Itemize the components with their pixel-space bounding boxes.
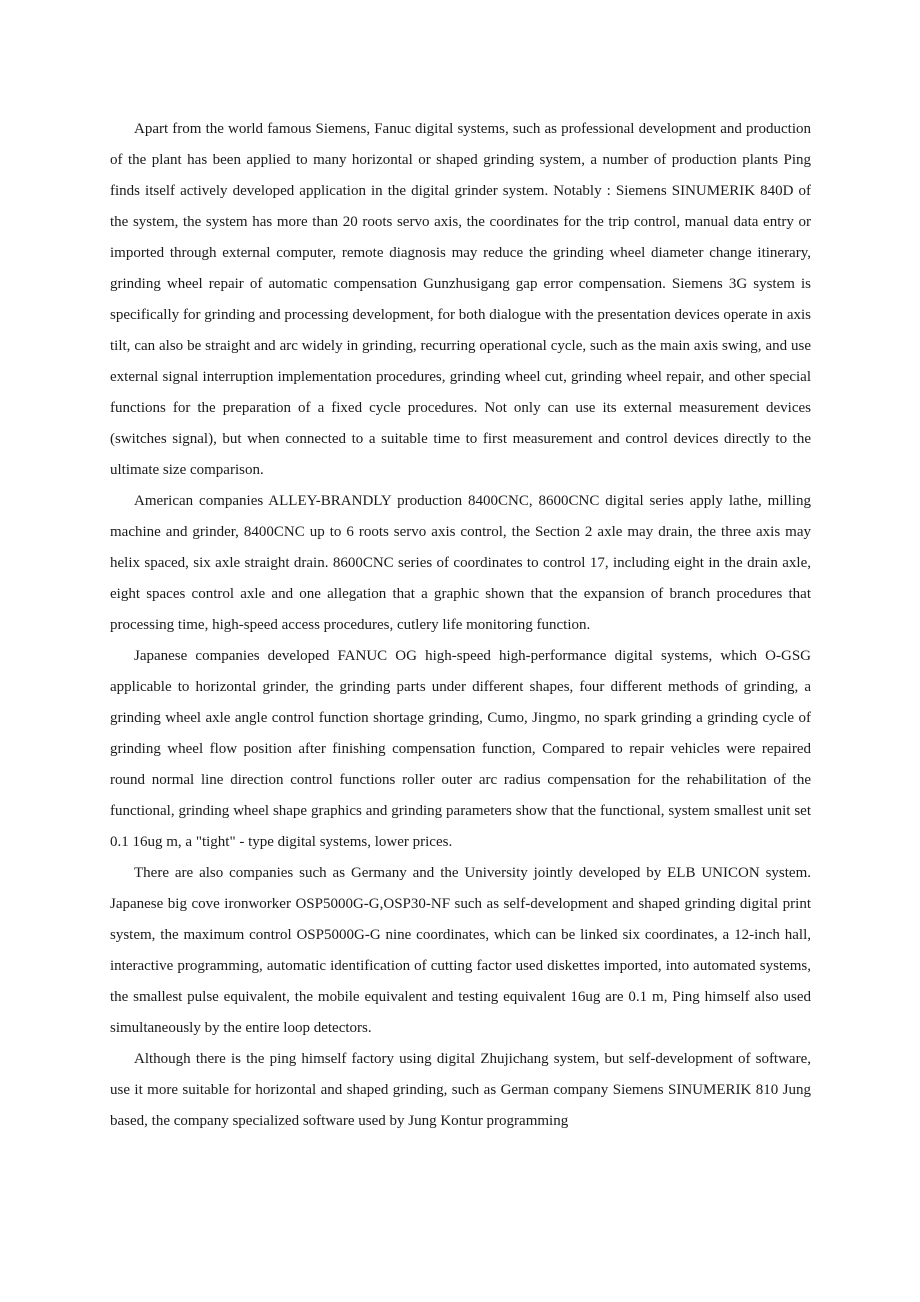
paragraph: There are also companies such as Germany and the University jointly developed by ELB UNICON system. Japanese big cove ironworker OSP5000G-G,OSP30-NF such as self-development and shaped grinding digital print system, the maximum control OSP5000G-G nine coordinates, which can be linked six coordinates, a 12-inch hall, interactive programming, automatic identification of cutting factor used diskettes imported, into automated systems, the smallest pulse equivalent, the mobile equivalent and testing equivalent 16ug are 0.1 m, Ping himself also used simultaneously by the entire loop detectors. <box>110 865 811 1036</box>
paragraph: Apart from the world famous Siemens, Fanuc digital systems, such as professional development and production of the plant has been applied to many horizontal or shaped grinding system, a number of production plants Ping finds itself actively developed application in the digital grinder system. Notably : Siemens SINUMERIK 840D of the system, the system has more than 20 roots servo axis, the coordinates for the trip control, manual data entry or imported through external computer, remote diagnosis may reduce the grinding wheel diameter change itinerary, grinding wheel repair of automatic compensation Gunzhusigang gap error compensation. Siemens 3G system is specifically for grinding and processing development, for both dialogue with the presentation devices operate in axis tilt, can also be straight and arc widely in grinding, recurring operational cycle, such as the main axis swing, and use external signal interruption implementation procedures, grinding wheel cut, grinding wheel repair, and other special functions for the preparation of a fixed cycle procedures. Not only can use its external measurement devices (switches signal), but when connected to a suitable time to first measurement and control devices directly to the ultimate size comparison. <box>110 121 811 478</box>
body-text <box>110 114 811 1137</box>
paragraph: American companies ALLEY-BRANDLY production 8400CNC, 8600CNC digital series apply lathe, milling machine and grinder, 8400CNC up to 6 roots servo axis control, the Section 2 axle may drain, the three axis may helix spaced, six axle straight drain. 8600CNC series of coordinates to control 17, including eight in the drain axle, eight spaces control axle and one allegation that a graphic shown that the expansion of branch procedures that processing time, high-speed access procedures, cutlery life monitoring function. <box>110 493 811 633</box>
paragraph: Although there is the ping himself factory using digital Zhujichang system, but self-development of software, use it more suitable for horizontal and shaped grinding, such as German company Siemens SINUMERIK 810 Jung based, the company specialized software used by Jung Kontur programming <box>110 1051 811 1129</box>
paragraph: Japanese companies developed FANUC OG high-speed high-performance digital systems, which O-GSG applicable to horizontal grinder, the grinding parts under different shapes, four different methods of grinding, a grinding wheel axle angle control function shortage grinding, Cumo, Jingmo, no spark grinding a grinding cycle of grinding wheel flow position after finishing compensation function, Compared to repair vehicles were repaired round normal line direction control functions roller outer arc radius compensation for the rehabilitation of the functional, grinding wheel shape graphics and grinding parameters show that the functional, system smallest unit set 0.1 16ug m, a "tight" - type digital systems, lower prices. <box>110 648 811 850</box>
